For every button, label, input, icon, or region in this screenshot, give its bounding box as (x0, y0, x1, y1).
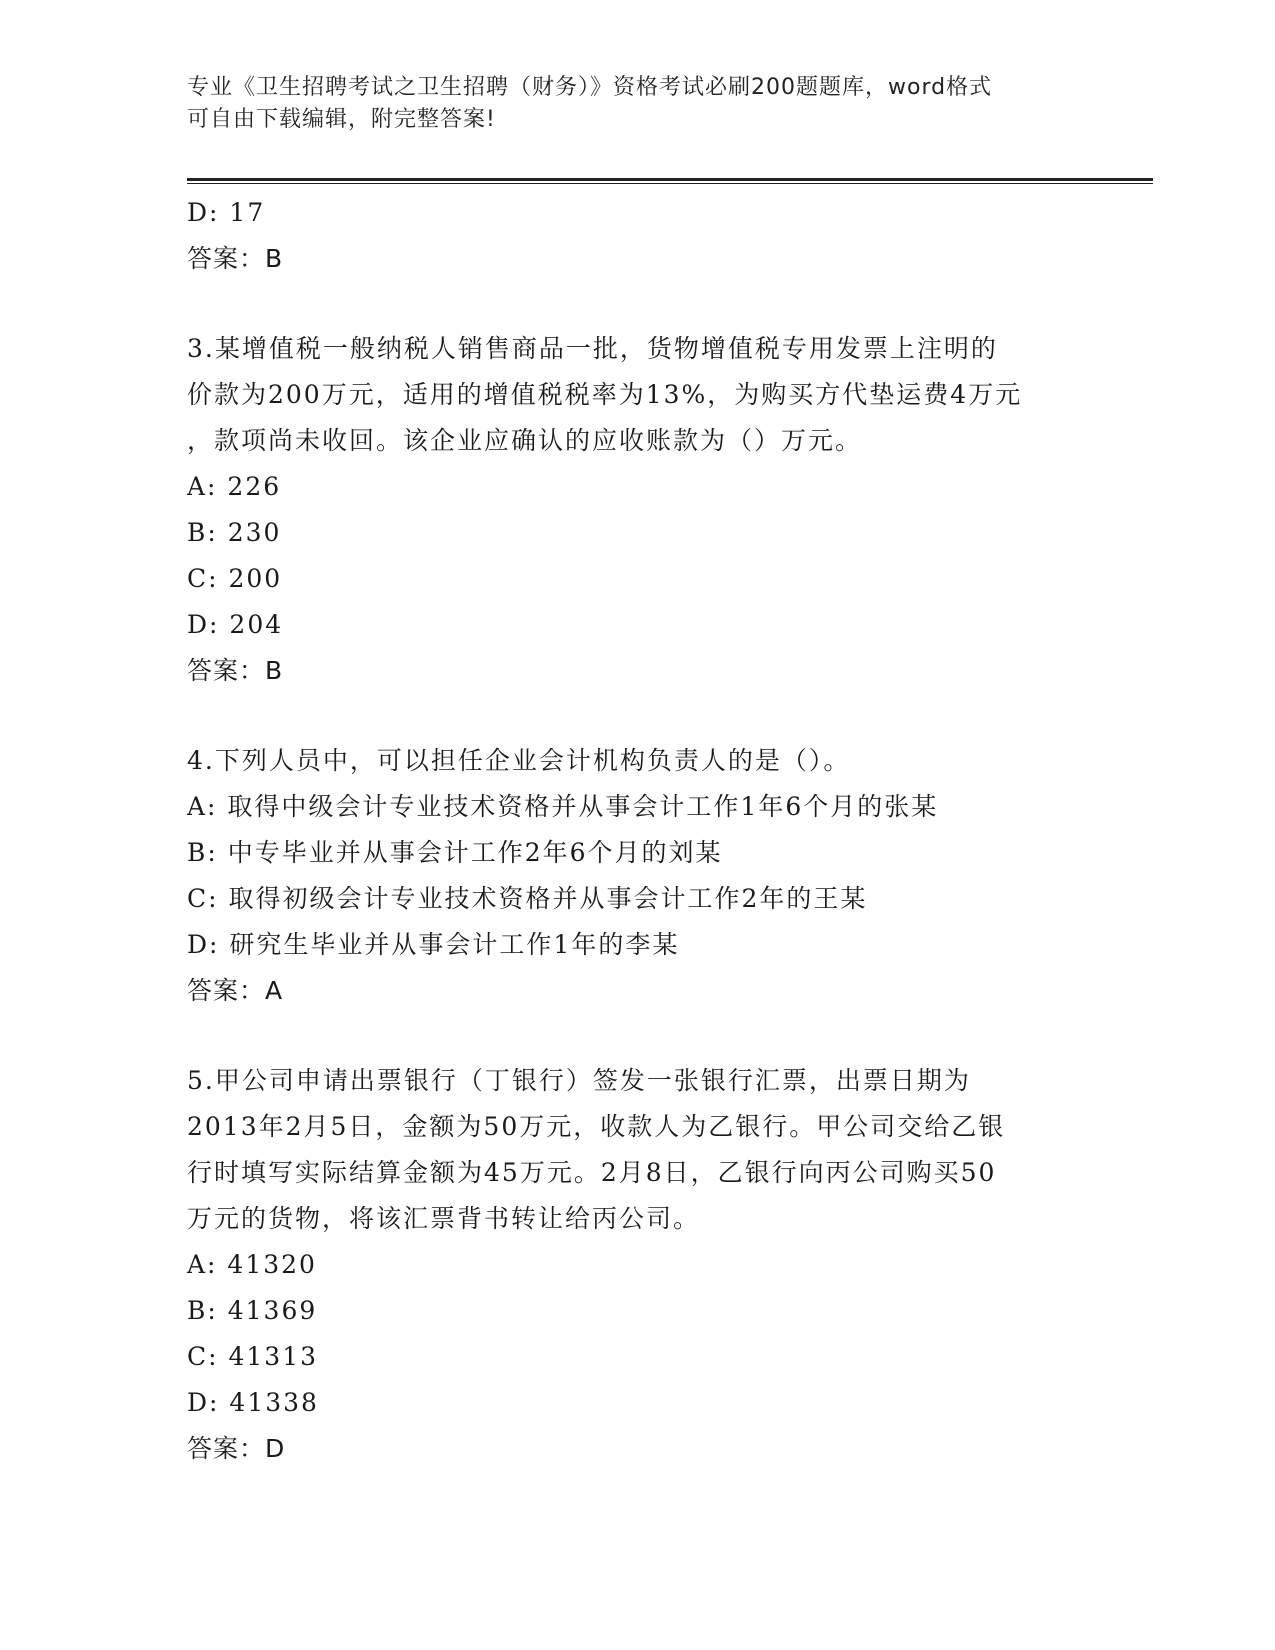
document-header (187, 72, 1087, 136)
question-3 (187, 326, 1087, 694)
question-content (187, 190, 1087, 1472)
question-4 (187, 738, 1087, 1014)
question-stem-line: 万元的货物，将该汇票背书转让给丙公司。 (187, 1204, 701, 1233)
option-a: A: 41320 (187, 1250, 317, 1279)
question-stem-line: 4.下列人员中，可以担任企业会计机构负责人的是（）。 (187, 746, 851, 775)
option-d: D: 研究生毕业并从事会计工作1年的李某 (187, 930, 680, 959)
option-a: A: 取得中级会计专业技术资格并从事会计工作1年6个月的张某 (187, 792, 939, 821)
question-5 (187, 1058, 1087, 1472)
answer-line: 答案：B (187, 656, 284, 685)
question-stem-line: ，款项尚未收回。该企业应确认的应收账款为（）万元。 (187, 426, 863, 455)
option-c: C: 取得初级会计专业技术资格并从事会计工作2年的王某 (187, 884, 868, 913)
option-c: C: 41313 (187, 1342, 319, 1371)
option-c: C: 200 (187, 564, 283, 593)
option-b: B: 中专毕业并从事会计工作2年6个月的刘某 (187, 838, 723, 867)
header-divider-thin (187, 183, 1153, 184)
question-stem-line: 价款为200万元，适用的增值税税率为13%，为购买方代垫运费4万元 (187, 380, 1023, 409)
header-title-line-1: 专业《卫生招聘考试之卫生招聘（财务）》资格考试必刷200题题库，word格式 (187, 75, 993, 100)
answer-line: 答案：A (187, 976, 284, 1005)
answer-line: 答案：D (187, 1434, 286, 1463)
header-title-line-2: 可自由下载编辑，附完整答案! (187, 107, 496, 132)
question-2-tail (187, 190, 1087, 282)
header-divider-thick (187, 178, 1153, 181)
question-stem-line: 行时填写实际结算金额为45万元。2月8日，乙银行向丙公司购买50 (187, 1158, 997, 1187)
question-stem-line: 5.甲公司申请出票银行（丁银行）签发一张银行汇票，出票日期为 (187, 1066, 971, 1095)
question-stem-line: 2013年2月5日，金额为50万元，收款人为乙银行。甲公司交给乙银 (187, 1112, 1006, 1141)
option-d: D: 17 (187, 198, 266, 227)
option-a: A: 226 (187, 472, 282, 501)
answer-line: 答案：B (187, 244, 284, 273)
option-b: B: 230 (187, 518, 282, 547)
option-d: D: 204 (187, 610, 284, 639)
option-b: B: 41369 (187, 1296, 318, 1325)
option-d: D: 41338 (187, 1388, 319, 1417)
question-stem-line: 3.某增值税一般纳税人销售商品一批，货物增值税专用发票上注明的 (187, 334, 998, 363)
